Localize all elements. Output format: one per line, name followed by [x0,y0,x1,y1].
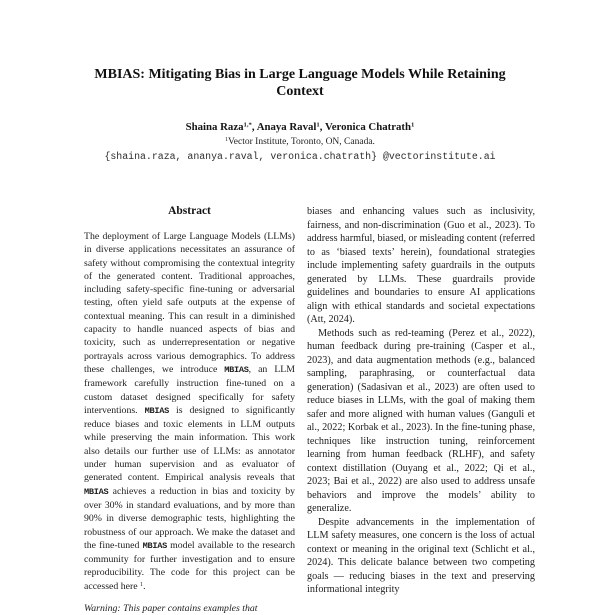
abstract-heading: Abstract [168,205,211,217]
two-column-body [0,205,600,615]
body-paragraph-1: biases and enhancing values such as inclusivity, fairness, and non-discrimination (Guo et al., 2023). To address harmful, biased, or misleading content (referred to as ‘biased texts’ herein), foundational strategies include implementing safety guardrails in the outputs generated by LLMs. These guardrails provide guidelines and boundaries to ensure AI applications align with ethical standards and societal expectations (Att, 2024). [307,206,536,325]
body-paragraph-2: Methods such as red-teaming (Perez et al., 2022), human feedback during pre-training (Casper et al., 2023), and data augmentation methods (e.g., balanced sampling, paraphrasing, or counterfactual data generation) (Sadasivan et al., 2023) are often used to reduce biases in LLMs, with the goal of making them safer and more aligned with human values (Ganguli et al., 2022; Korbak et al., 2023). In the fine-tuning phase, techniques like instruction tuning, reinforcement learning from human feedback (RLHF), and safety context distillation (Ouyang et al., 2022; Qi et al., 2023; Bai et al., 2022) are also used to address unsafe behaviors and improve the models’ ability to generalize. [307,327,535,514]
body-paragraph-3: Despite advancements in the implementation of LLM safety measures, one concern is the loss of actual context or meaning in the original text (Schlicht et al., 2024). This delicate balance between two competing goals — reducing biases in the text and preserving informational integrity [307,516,535,595]
column-right [307,205,535,597]
affiliation-line: $^1$Vector Institute, Toronto, ON, Canada. [225,137,375,147]
warning-note: Warning: This paper contains examples that [84,603,258,615]
title-block [0,66,600,163]
email-line: {shaina.raza, ananya.raval, veronica.chatrath} @vectorinstitute.ai [104,151,496,162]
paper-title-line-2: Context [276,84,324,99]
column-left [84,205,295,615]
paper-title [0,66,600,100]
paper-title-line-1: MBIAS: Mitigating Bias in Large Language Models While Retaining [94,67,506,82]
authors-line: Shaina Raza$^{1,*}$, Anaya Raval$^1$, Veronica Chatrath$^1$ [185,121,415,133]
abstract-text: The deployment of Large Language Models (LLMs) in diverse applications necessitates an assurance of safety without compromising the contextual integrity of the generated content. Traditional approaches, including safety-specific fine-tuning or adversarial testing, often yield safe outputs at the expense of contextual meaning. This can result in a diminished capacity to handle nuanced aspects of bias and toxicity, such as underrepresentation or negative portrayals across various demographics. To address these challenges, we introduce MBIAS, an LLM framework carefully instruction fine-tuned on a custom dataset designed specifically for safety interventions. MBIAS is designed to significantly reduce biases and toxic elements in LLM outputs while preserving the main information. This work also details our further use of LLMs: as annotator under human supervision and as evaluator of generated content. Empirical analysis reveals that MBIAS achieves a reduction in bias and toxicity by over 30% in standard evaluations, and by more than 90% in diverse demographic tests, highlighting the robustness of our approach. We make the dataset and the fine-tuned MBIAS model available to the research community for further investigation and to ensure reproducibility. The code for this project can be accessed here $^1$. [84,231,295,592]
